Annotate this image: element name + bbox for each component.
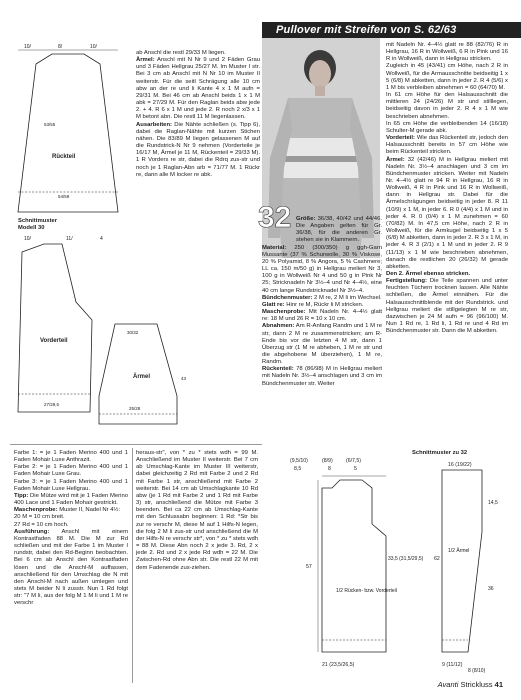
sleeve-height: 43 [181, 376, 187, 381]
footer-brand: Avanti [437, 680, 459, 689]
back-top-width-3: 10/ [90, 44, 97, 50]
s32-sleeve-top: 16 (19/22) [448, 462, 472, 468]
s32-top-3b: 5 [354, 466, 357, 472]
text-mp-2: 27 Rd = 10 cm hoch. [14, 521, 69, 528]
instructions-modell-30-continued [136, 50, 260, 179]
label-glatt: Glatt re: [262, 301, 285, 308]
s32-title: Schnittmuster zu 32 [412, 450, 468, 456]
front-width: 27/29,5 [44, 402, 60, 407]
label-maschenprobe: Maschenprobe: [262, 309, 306, 316]
text-farbe-1: Farbe 1: = je 1 Faden Merino 400 und 1 Faden Mohair Luxe Anthrazit. [14, 450, 128, 464]
model-number: 32 [258, 201, 292, 234]
instructions-col-3 [386, 42, 508, 335]
s32-sleeve-h3: 36 [488, 586, 494, 592]
text-rueckenteil: 78 (86/98) M in Hellgrau meliert mit Nadeln Nr. 3½–4 anschlagen und 3 cm im Bündchenmuster str. Weiter [262, 366, 382, 387]
text-col1-p1: ab Anschl die restl 29/33 M liegen. [136, 50, 226, 56]
back-width: 54/59 [58, 194, 70, 199]
s32-top-2b: 8 [328, 466, 331, 472]
label-groesse: Größe: [296, 216, 316, 222]
text-vorderteil: Wie das Rückenteil str, jedoch den Halsausschnitt bereits in 57 cm Höhe wie beim Rückenteil stricken. [386, 135, 508, 156]
sleeve-top-width: 30/32 [127, 330, 139, 335]
pattern-header: Pullover mit Streifen von S. 62/63 [262, 22, 521, 38]
s32-sleeve-bottom: 9 (11/12) [442, 662, 463, 668]
text-ausfuehrung: Anschl mit einem Kontrastfaden 88 M. Die M zur Rd schließen und mit der Farbe 1 im Muster I rundstr, dabei den Rd-Beginn beobachten. Bei 6 cm ab Anschl den Kontrastfaden lösen und die Anschl-M auffassen, anschließend für den Umschlag die N mit den Anschl-M nach außen umlegen und stets M beider N li zusstr. Nun 1 Rd folgt str: "7 M li, aus der folg M 1 M li und 1 M re verschr [14, 528, 128, 607]
front-top-width-2: 11/ [66, 236, 73, 242]
text-tipp: Die Mütze wird mit je 1 Faden Merino 400 Lace und 1 Faden Mohair gestrickt. [14, 492, 128, 507]
label-vorderteil: Vorderteil: [386, 135, 416, 142]
instructions-col-2 [262, 216, 382, 388]
schematic-modell-32 [262, 440, 521, 680]
text-col5: heraus-str", von * zu * stets wdh = 99 M. Anschließend im Muster II weiterstr. Bei 7 cm ab Umschlag-Kante im Muster III weiterstr, dabei gleichzeitig 2 Rd mit Farbe 2 und 2 Rd mit Farbe 1 str, anschließend mit Farbe 2 weiterstr. Bei 14 cm ab Umschlagkante 10 Rd abw (je 1 Rd mit Farbe 2 und 1 Rd mit Farbe 3) str, anschließend die Mütze mit Farbe 3 beenden. Bei ca 22 cm ab Umschlag-Kante mit den Schlussabn beginnen: 1 Rd: *Str bis zur re verschr M, diese M auf 1 Hilfs-N legen, die folg 2 M li zus-str und anschließend die M der Hilfs-N re verschr str*, von * zu * stets wdh = 88 M. Diese Abn noch 2 x jede 3. Rd, 2 x jede 2. Rd und 2 x jede Rd wdh = 22 M. Die Zwischen-Rd ohne Abn str. Die restl 22 M mit dem Fadenende zus-ziehen. [136, 450, 258, 571]
s32-sleeve-height: 62 [434, 556, 440, 562]
label-ausfuehrung: Ausführung: [14, 528, 50, 535]
text-col3-p3: In 61 cm Höhe für den Halsausschnitt die mittleren 24 (24/26) M str und stilllegen, beidseitig davon in jeder 2. R 4 x 1 M wie beschrieben abnehmen. [386, 92, 508, 120]
sleeve-bottom-width: 25/28 [129, 406, 141, 411]
text-farbe-3: Farbe 3: = je 1 Faden Merino 400 und 1 Faden Mohair Luxe Hellgrau. [14, 478, 128, 492]
text-col3-p2: Zugleich in 45 (43/41) cm Höhe, nach 2 R in Wollweiß, für die Armausschnitte beidseitig 1 x 5 (6/8) M abketten, dann in jeder 2. R 4 (5/6) x 1 M bis verbleiben abnehmen = 60 (64/70) M. [386, 63, 508, 91]
text-buendchen: 2 M re, 2 M li im Wechsel. [314, 294, 382, 301]
s32-back-label: 1/2 Rücken- bzw. Vorderteil [336, 588, 397, 594]
back-piece-schematic [18, 50, 118, 212]
label-rueckenteil: Rückenteil: [262, 366, 294, 373]
back-top-width-2: 8/ [58, 44, 63, 50]
text-col3-p4: In 65 cm Höhe die verbleibenden 14 (16/18) Schulter-M gerade abk. [386, 120, 508, 134]
front-piece-schematic [18, 244, 92, 412]
label-ausarbeiten: Ausarbeiten: [136, 121, 173, 128]
s32-sleeve-label: 1/2 Ärmel [448, 548, 470, 554]
back-left-height: 53/55 [44, 122, 56, 127]
front-top-width-3: 4 [100, 236, 103, 242]
text-ausarbeiten: Die Nähte schließen (s. Tipp 6), dabei die Raglan-Nähte mit kurzen Stichen nähen. Die 83/89 M liegen gelassenen M auf die Rundstrick-N Nr 9 nehmen (Vorderteile je 16/17 M, Ärmel je 11 M, Rückenteil = 29/33 M). 1 R Vorders re str, dabei die Rdrq zus-str und noch je 1 Raglan-Abn arb = 71/77 M. 1 Rückr re, dann alle M locker re abk. [136, 121, 260, 178]
s32-bottom-right: 33,5 (31,5/29,5) [388, 556, 424, 562]
label-abnahmen: Abnahmen: [262, 323, 295, 330]
label-material: Material: [262, 244, 287, 251]
instructions-col-5 [136, 450, 258, 572]
text-material: 250 (300/350) g ggh-Garn Mussante (37 % Schurwolle, 30 % Viskose, 20 % Polyamid, 8 % Angora, 5 % Cashmere; LL ca. 150 m/50 g) in Hellgrau meliert Nr 3, 100 g in Wollweiß Nr 4 und 50 g in Pink Nr 25; Stricknadeln Nr 3½–4 und Nr 4–4½, eine 40 cm lange Rundstricknadel Nr 3½–4. [262, 244, 382, 294]
footer-page-number: 41 [494, 680, 503, 689]
s32-sleeve-h1: 14,5 [488, 500, 498, 506]
s32-top-1b: 8,5 [294, 466, 302, 472]
label-aermel-32: Ärmel: [386, 156, 405, 163]
text-abnahmen: Am R-Anfang Randm und 1 M re str, dann 2 M re zusammenstricken; am R-Ende bis vor die letzten 4 M str, dann 1 Überzug str (1 M re abheben, 1 M re str und die abgehobene M überziehen), 1 M re, Randm. [262, 323, 383, 366]
footer-magazine: Strickluss [460, 680, 493, 689]
sleeve-label: Ärmel [133, 374, 151, 380]
label-fertigstellung: Fertigstellung: [386, 278, 427, 285]
s32-top-2: (8/9) [322, 458, 333, 464]
text-farbe-2: Farbe 2: = je 1 Faden Merino 400 und 1 Faden Mohair Luxe Grau. [14, 464, 128, 478]
half-sleeve-schematic [442, 470, 482, 652]
label-maschenprobe-muetze: Maschenprobe: [14, 507, 58, 514]
page-footer [438, 680, 503, 689]
instructions-col-4 [14, 450, 128, 607]
text-mp-1: 20 M = 10 cm breit. [14, 514, 65, 521]
text-den-2-aermel: Den 2. Ärmel ebenso stricken. [386, 271, 471, 277]
s32-top-1: (9,5/10) [290, 458, 308, 464]
text-col3-p1: mit Nadeln Nr. 4–4½ glatt re 88 (82/76) R in Hellgrau, 16 R in Wollweiß, 6 R in Pink und 16 R in Wollweiß, dann in Hellgrau stricken. [386, 42, 508, 63]
half-back-front-schematic [318, 476, 386, 652]
s32-sleeve-bottom-right: 8 (8/10) [468, 668, 486, 674]
back-top-width-1: 10/ [24, 44, 31, 50]
text-maschenprobe: Mit Nadeln Nr. 4–4½ glatt re: 18 M und 26 R = 10 x 10 cm. [262, 309, 383, 323]
text-maschenprobe-muetze: Muster II, Nadel Nr 4½: [59, 507, 121, 514]
text-glatt: Hinr re M, Rückr li M stricken. [286, 301, 364, 308]
label-buendchen: Bündchenmuster: [262, 294, 313, 301]
schematic-30-sleeve [95, 318, 190, 433]
label-tipp: Tipp: [14, 492, 29, 499]
s32-top-3: (6/7,5) [346, 458, 361, 464]
schematic-30-title: Schnittmuster [18, 218, 57, 224]
back-label: Rückteil [52, 154, 76, 160]
label-aermel-30: Ärmel: [136, 57, 155, 64]
text-fertigstellung: Die Teile spannen und unter feuchten Tüchern trocknen lassen. Alle Nähte schließen, die Ärmel einnähen. Für die Halsausschnittblende mit der Rundstrick. und Hellgrau meliert die stillgelegten M re str, dazwischen je 24 M aufn = 96 (96/100) M. Nun 1 Rd re, 1 Rd li, 1 Rd re und 4 Rd im Bündchenmuster str. Dann die M abketten. [386, 278, 508, 335]
front-top-width-1: 10/ [24, 236, 31, 242]
schematic-30-title-2: Modell 30 [18, 225, 45, 231]
text-aermel-30: Anschl mit N Nr 9 und 2 Fäden Grau und 3 Fäden Hellgrau 25/27 M. Im Muster I str. Bei 3 cm ab Anschl mit N Nr 10 im Muster II weiterstr. Für die seitl Schrägung alle 10 cm abw an der re und li Kante 4 x 1 M aufn = 29/31 M. Bei 46 cm ab Anschl beids 1 x 1 M abk = 27/29 M. Für den Raglan beids abw jede 2. + 4. R 6 x 1 M und jede 2. R noch 2 x/3 x 1 M betont abn. Die restl 11 M liegenlassen. [136, 57, 261, 121]
text-aermel-32: 32 (42/46) M in Hellgrau meliert mit Nadeln Nr. 3½–4 anschlagen und 3 cm im Bündchenmuster stricken. Weiter mit Nadeln Nr. 4–4½ glatt re 94 R in Hellgrau, 16 R in Wollweiß, 4 R in Pink und 16 R in Wollweiß, dann in Hellgrau str. Dabei für die Ärmelschrägungen beidseitig in jeder 8. R 11 (10/9) x 1 M, in jeder 6. R 0 (4/4) x 1 M und in jeder 4. R 0 (0/4) x 1 M zunehmen = 60 (70/82) M. In 47,5 cm Höhe, nach 2 R in Wollweiß, für die Armkugel beidseitig 1 x 5 (6/8) M abketten, dann in jeder 2. R 3 x 1 M, in jeder 4. R 3 (2/1) x 1 M und in jeder 2. R 9 (11/13) x 1 M wie beschrieben abnehmen, danach die restlichen 20 (26/32) M gerade abketten. [386, 156, 508, 270]
s32-height-total: 57 [306, 564, 312, 570]
column-divider [132, 448, 133, 683]
section-divider [10, 444, 262, 445]
text-groesse: 36/38, 40/42 und 44/46. Die Angaben gelten für Gr. 36/38, für die anderen Gr. stehen sie in Klammern. [296, 216, 382, 244]
s32-bottom-width: 21 (23,5/26,5) [322, 662, 355, 668]
front-label: Vorderteil [40, 338, 68, 344]
